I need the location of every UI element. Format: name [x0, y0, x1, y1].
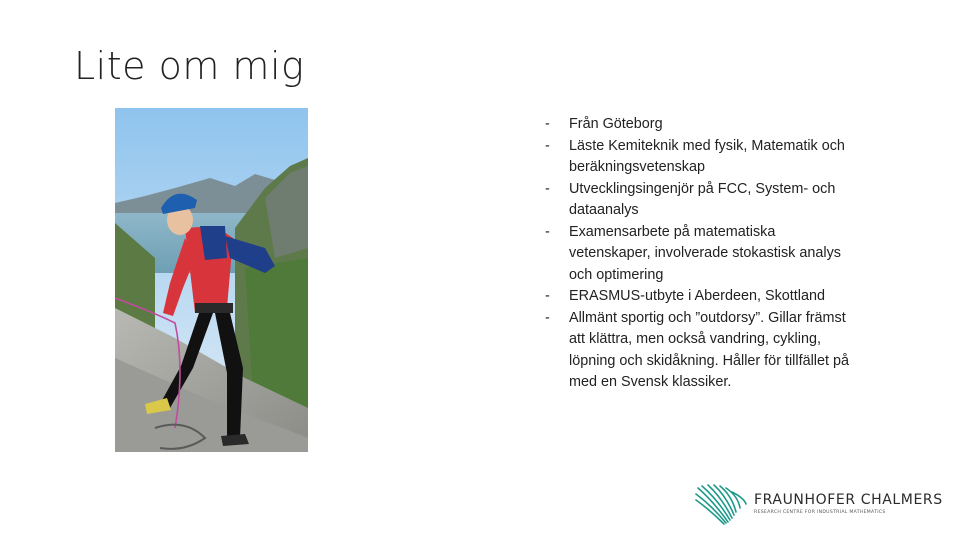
bullet-text: Examensarbete på matematiska vetenskaper, involverade stokastisk analys och optimering	[569, 223, 841, 283]
bullet-dash: -	[545, 288, 550, 304]
bullet-dash: -	[545, 180, 550, 197]
bullet-dash: -	[545, 309, 550, 326]
bullet-text: Utvecklingsingenjör på FCC, System- och dataanalys	[569, 180, 836, 218]
leaf-fan-icon	[692, 482, 750, 526]
bullet-item	[545, 286, 855, 308]
logo-name: FRAUNHOFER CHALMERS	[754, 492, 943, 508]
bullet-dash: -	[545, 223, 550, 240]
bullet-item	[545, 308, 855, 394]
bullet-item	[545, 114, 855, 136]
bullet-list	[545, 114, 855, 394]
fraunhofer-chalmers-logo	[692, 482, 943, 528]
slide-title: Lite om mig	[74, 44, 305, 88]
bullet-text: Allmänt sportig och ”outdorsy”. Gillar främst att klättra, men också vandring, cykling, löpning och skidåkning. Håller för tillfället på med en Svensk klassiker.	[569, 309, 849, 390]
climbing-photo	[115, 108, 308, 452]
bullet-item	[545, 136, 855, 179]
bullet-text: ERASMUS-utbyte i Aberdeen, Skottland	[569, 288, 825, 304]
bullet-text: Läste Kemiteknik med fysik, Matematik och beräkningsvetenskap	[569, 137, 845, 175]
bullet-dash: -	[545, 116, 550, 132]
bullet-dash: -	[545, 137, 550, 154]
bullet-item	[545, 179, 855, 222]
bullet-text: Från Göteborg	[569, 116, 663, 132]
logo-tagline: RESEARCH CENTRE FOR INDUSTRIAL MATHEMATICS	[754, 510, 886, 515]
bullet-item	[545, 222, 855, 287]
